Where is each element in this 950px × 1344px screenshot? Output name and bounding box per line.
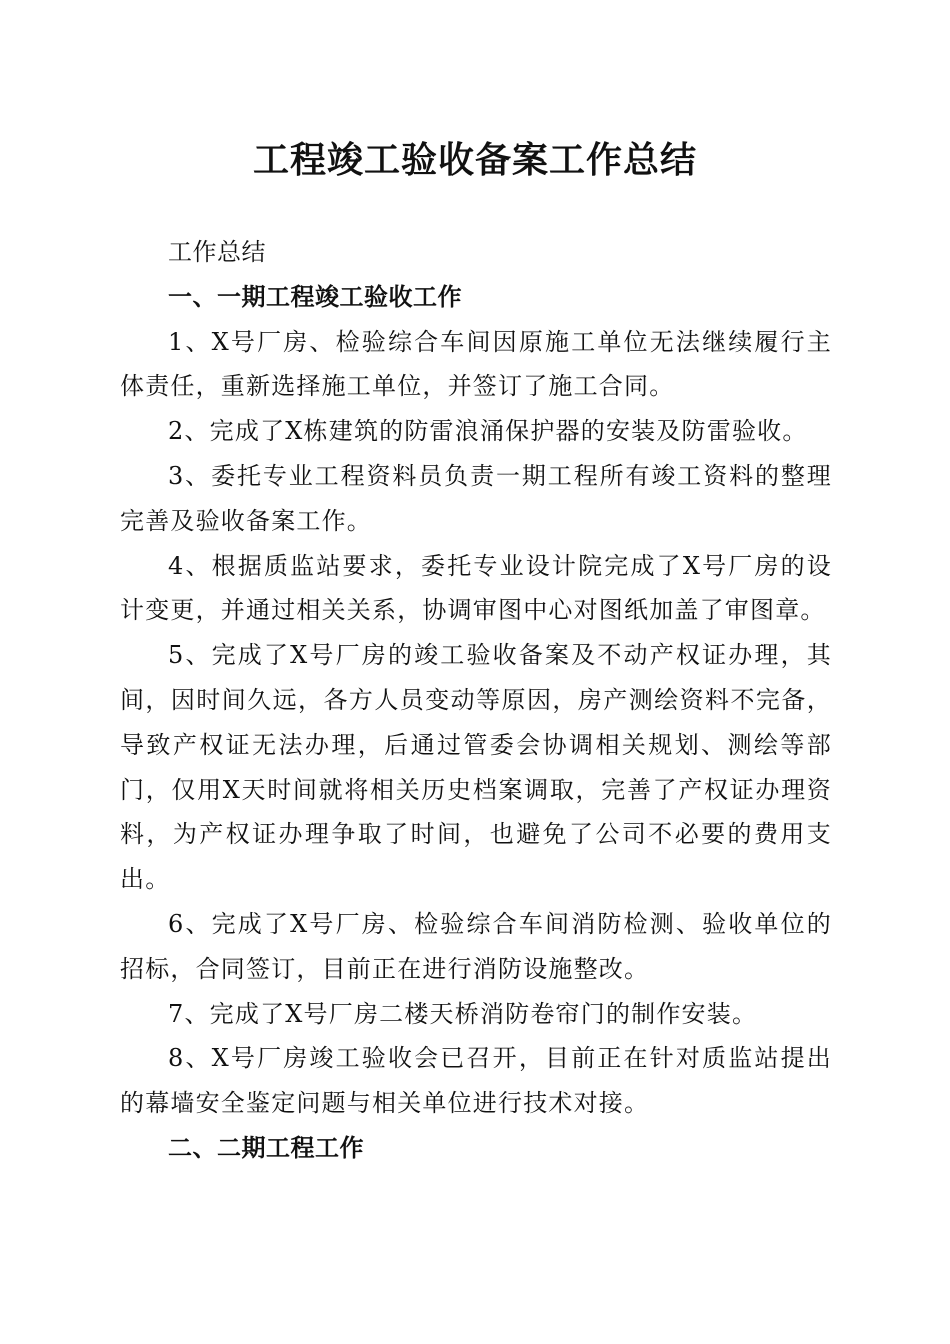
paragraph-item-5: 5、完成了X号厂房的竣工验收备案及不动产权证办理，其间，因时间久远，各方人员变动等原因，房产测绘资料不完备，导致产权证无法办理，后通过管委会协调相关规划、测绘等部门，仅用X天时间就将相关历史档案调取，完善了产权证办理资料，为产权证办理争取了时间，也避免了公司不必要的费用支出。 [120, 641, 832, 894]
document-body [120, 230, 832, 1171]
section-heading-phase-one: 一、一期工程竣工验收工作 [168, 282, 462, 311]
paragraph-item-1: 1、X号厂房、检验综合车间因原施工单位无法继续履行主体责任，重新选择施工单位，并签订了施工合同。 [120, 327, 832, 401]
paragraph-item-7: 7、完成了X号厂房二楼天桥消防卷帘门的制作安装。 [168, 999, 758, 1028]
document-title: 工程竣工验收备案工作总结 [252, 139, 697, 181]
document-subtitle: 工作总结 [168, 238, 266, 266]
paragraph-item-2: 2、完成了X栋建筑的防雷浪涌保护器的安装及防雷验收。 [168, 417, 808, 446]
paragraph-item-4: 4、根据质监站要求，委托专业设计院完成了X号厂房的设计变更，并通过相关关系，协调审图中心对图纸加盖了审图章。 [120, 551, 832, 625]
section-heading-phase-two: 二、二期工程工作 [168, 1133, 364, 1162]
paragraph-item-6: 6、完成了X号厂房、检验综合车间消防检测、验收单位的招标，合同签订，目前正在进行消防设施整改。 [120, 909, 832, 983]
paragraph-item-8: 8、X号厂房竣工验收会已召开，目前正在针对质监站提出的幕墙安全鉴定问题与相关单位进行技术对接。 [120, 1044, 832, 1118]
paragraph-item-3: 3、委托专业工程资料员负责一期工程所有竣工资料的整理完善及验收备案工作。 [120, 461, 832, 535]
